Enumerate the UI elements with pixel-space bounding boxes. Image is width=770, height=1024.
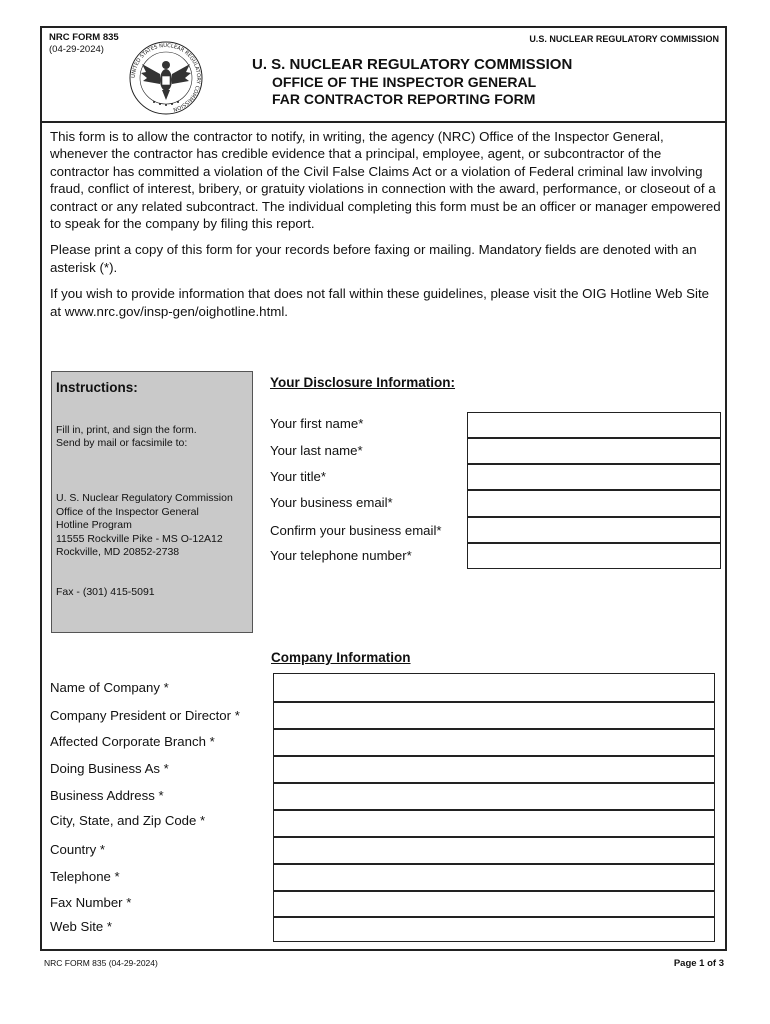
title-form: FAR CONTRACTOR REPORTING FORM	[272, 91, 536, 107]
page-number: Page 1 of 3	[673, 958, 724, 969]
web-site-label: Web Site *	[50, 919, 113, 934]
form-number: NRC FORM 835	[49, 32, 119, 43]
doing-business-as-field[interactable]	[273, 756, 715, 783]
telephone-label: Your telephone number*	[270, 548, 412, 563]
disclosure-section-title: Your Disclosure Information:	[270, 375, 456, 390]
corporate-branch-field[interactable]	[273, 729, 715, 756]
title-oig: OFFICE OF THE INSPECTOR GENERAL	[272, 74, 537, 90]
form-identifier	[49, 32, 119, 56]
last-name-label: Your last name*	[270, 443, 363, 458]
business-email-label: Your business email*	[270, 495, 393, 510]
intro-paragraph-2: Please print a copy of this form for your records before faxing or mailing. Mandatory fields are denoted with an asterisk (*).	[50, 242, 697, 275]
doing-business-as-label: Doing Business As *	[50, 761, 169, 776]
mailing-address	[56, 492, 233, 560]
country-label: Country *	[50, 842, 105, 857]
address-line-4: 11555 Rockville Pike - MS O-12A12	[56, 532, 223, 545]
form-frame	[40, 26, 727, 951]
business-email-field[interactable]	[467, 490, 721, 517]
intro-paragraph-1: This form is to allow the contractor to notify, in writing, the agency (NRC) Office of the Inspector General, whenever the contractor has credible evidence that a principal, employee, agent, or subcontractor of the contractor has committed a violation of the Civil False Claims Act or a violation of Federal criminal law involving fraud, conflict of interest, bribery, or gratuity violations in connection with the award, performance, or closeout of a contract or any related subcontract. The individual completing this form must be an officer or manager empowered to speak for the company by filing this report.	[50, 129, 721, 232]
company-president-label: Company President or Director *	[50, 708, 240, 723]
fax-number-label: Fax Number *	[50, 895, 132, 910]
agency-name-top: U.S. NUCLEAR REGULATORY COMMISSION	[529, 34, 719, 44]
first-name-field[interactable]	[467, 412, 721, 438]
corporate-branch-label: Affected Corporate Branch *	[50, 734, 215, 749]
city-state-zip-label: City, State, and Zip Code *	[50, 813, 206, 828]
telephone-field[interactable]	[467, 543, 721, 569]
nrc-seal-icon	[128, 40, 204, 116]
address-line-5: Rockville, MD 20852-2738	[56, 546, 180, 558]
intro-text	[50, 128, 722, 329]
fax-number-field[interactable]	[273, 891, 715, 917]
fax-number: Fax - (301) 415-5091	[56, 586, 155, 598]
instructions-line-1: Fill in, print, and sign the form.	[56, 424, 197, 436]
form-header	[42, 28, 725, 123]
company-president-field[interactable]	[273, 702, 715, 729]
company-telephone-field[interactable]	[273, 864, 715, 891]
footer-form-id: NRC FORM 835 (04-29-2024)	[44, 958, 158, 968]
title-commission: U. S. NUCLEAR REGULATORY COMMISSION	[252, 56, 573, 73]
web-site-field[interactable]	[273, 917, 715, 942]
company-name-label: Name of Company *	[50, 680, 169, 695]
instructions-line-2: Send by mail or facsimile to:	[56, 437, 188, 449]
instructions-title: Instructions:	[56, 380, 138, 395]
address-line-1: U. S. Nuclear Regulatory Commission	[56, 492, 233, 504]
confirm-email-field[interactable]	[467, 517, 721, 543]
company-telephone-label: Telephone *	[50, 869, 120, 884]
address-line-2: Office of the Inspector General	[56, 505, 199, 518]
form-titles	[252, 56, 572, 108]
last-name-field[interactable]	[467, 438, 721, 464]
company-name-field[interactable]	[273, 673, 715, 702]
instructions-text	[56, 424, 197, 450]
instructions-panel	[51, 371, 253, 633]
seal-lettering: UNITED STATES NUCLEAR REGULATORY COMMISSION	[130, 42, 202, 113]
business-address-label: Business Address *	[50, 788, 164, 803]
form-date: (04-29-2024)	[49, 44, 104, 55]
intro-paragraph-3: If you wish to provide information that does not fall within these guidelines, please visit the OIG Hotline Web Site at www.nrc.gov/insp-gen/oighotline.html.	[50, 286, 710, 319]
title-label: Your title*	[270, 469, 326, 484]
confirm-email-label: Confirm your business email*	[270, 523, 442, 538]
title-field[interactable]	[467, 464, 721, 490]
city-state-zip-field[interactable]	[273, 810, 715, 837]
company-section-title: Company Information	[271, 650, 411, 665]
address-line-3: Hotline Program	[56, 519, 132, 531]
business-address-field[interactable]	[273, 783, 715, 810]
country-field[interactable]	[273, 837, 715, 864]
first-name-label: Your first name*	[270, 416, 364, 431]
